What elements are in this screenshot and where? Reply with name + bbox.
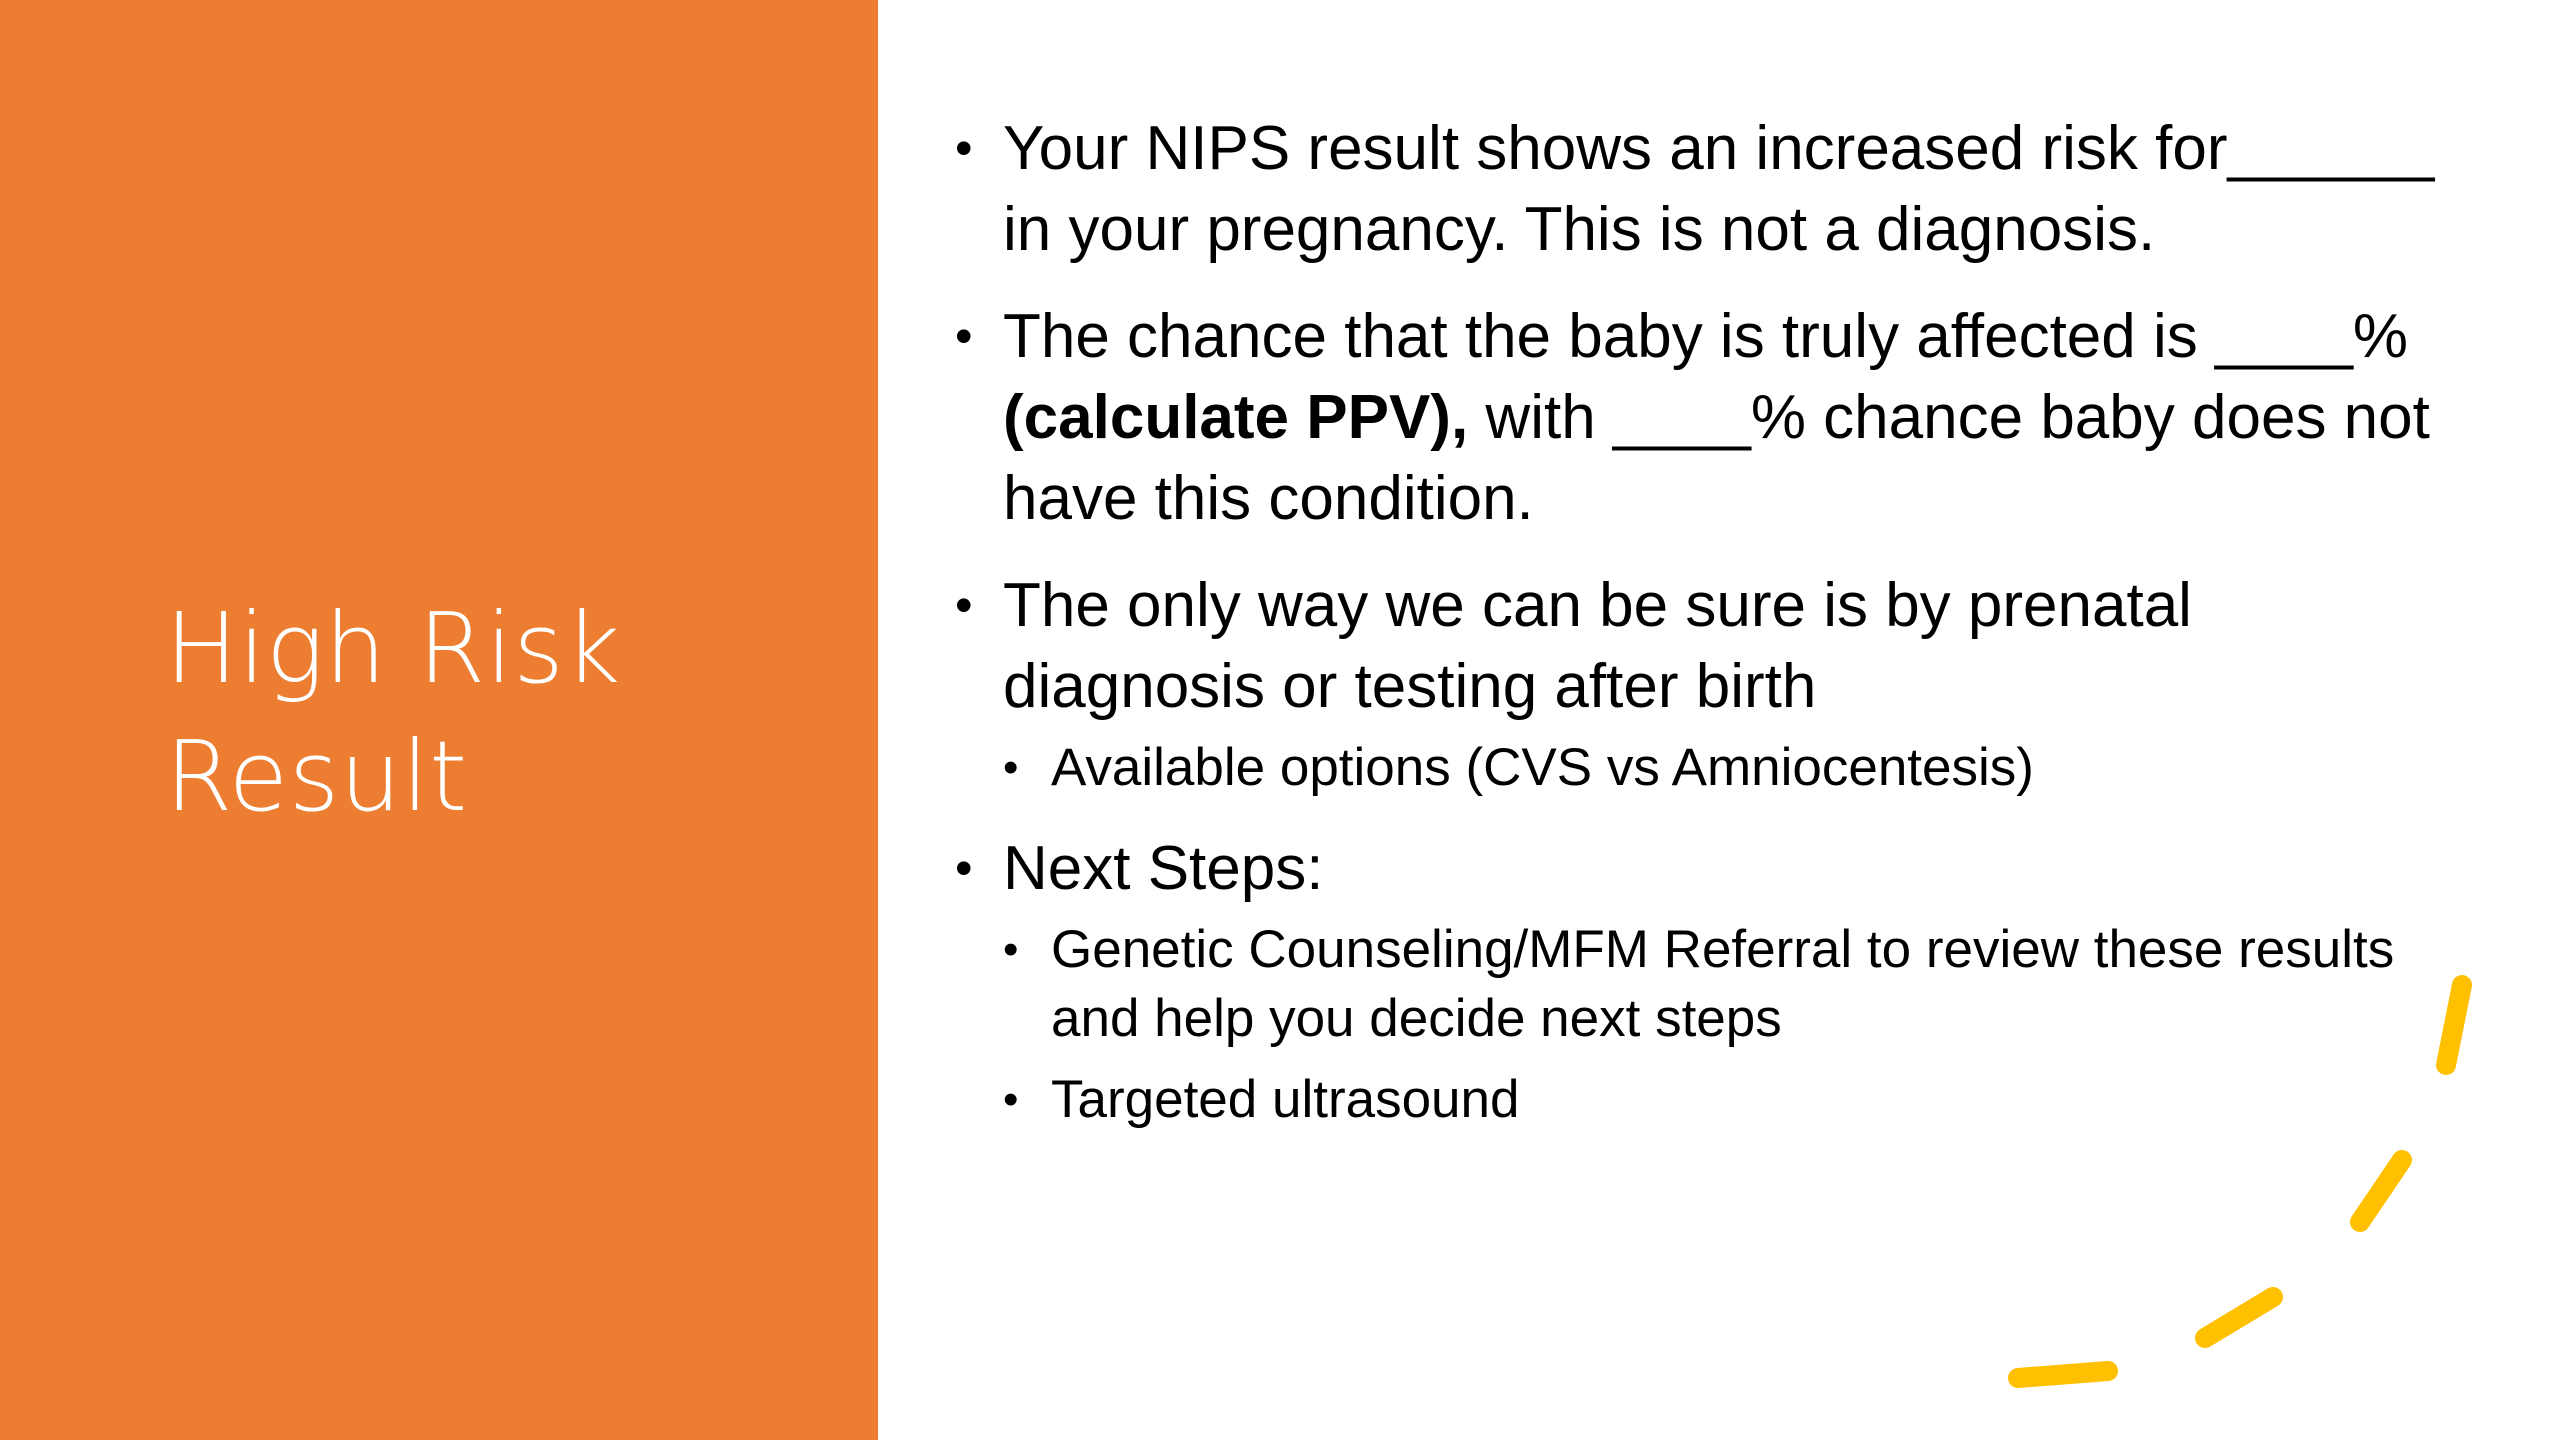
bullet-glyph: • <box>1003 925 1019 974</box>
bullet-glyph: • <box>955 120 973 176</box>
slide-title-line-2: Result <box>165 720 468 833</box>
sub-bullet-list <box>1003 915 2455 1134</box>
bullet-glyph: • <box>955 577 973 633</box>
bullet-glyph: • <box>1003 1075 1019 1124</box>
bullet-glyph: • <box>955 840 973 896</box>
sub-bullet-text: Genetic Counseling/MFM Referral to review these results and help you decide next steps <box>1051 920 2395 1048</box>
sub-bullet-text: Available options (CVS vs Amniocentesis) <box>1051 738 2034 797</box>
title-panel <box>0 0 878 1440</box>
sub-bullet-item-options <box>1003 733 2455 802</box>
sub-bullet-item-genetic-counseling <box>1003 915 2455 1053</box>
sub-bullet-text: Targeted ultrasound <box>1051 1070 1520 1129</box>
bullet-text: Next Steps: <box>1003 834 1324 903</box>
decorative-dash <box>2205 1297 2273 1338</box>
decorative-dash <box>2018 1371 2108 1378</box>
bullet-text: with ____% chance baby does not have this condition. <box>1003 383 2430 533</box>
bullet-text: Your NIPS result shows an increased risk for______ in your pregnancy. This is not a diagnosis. <box>1003 114 2435 264</box>
bullet-item-only-way <box>955 565 2455 802</box>
bullet-glyph: • <box>955 308 973 364</box>
sub-bullet-item-ultrasound <box>1003 1065 2455 1134</box>
bullet-glyph: • <box>1003 743 1019 792</box>
bullet-list <box>955 108 2455 1134</box>
bullet-item-chance <box>955 296 2455 539</box>
bullet-text: The chance that the baby is truly affected is ____% <box>1003 302 2409 371</box>
content-body <box>955 108 2455 1160</box>
decorative-dash <box>2360 1160 2402 1222</box>
bullet-text-bold: (calculate PPV), <box>1003 383 1469 452</box>
slide-title-line-1: High Risk <box>165 592 621 705</box>
sub-bullet-list <box>1003 733 2455 802</box>
slide-title <box>165 585 845 841</box>
bullet-text: The only way we can be sure is by prenatal diagnosis or testing after birth <box>1003 571 2192 721</box>
bullet-item-next-steps <box>955 828 2455 1134</box>
bullet-item-nips-result <box>955 108 2455 270</box>
